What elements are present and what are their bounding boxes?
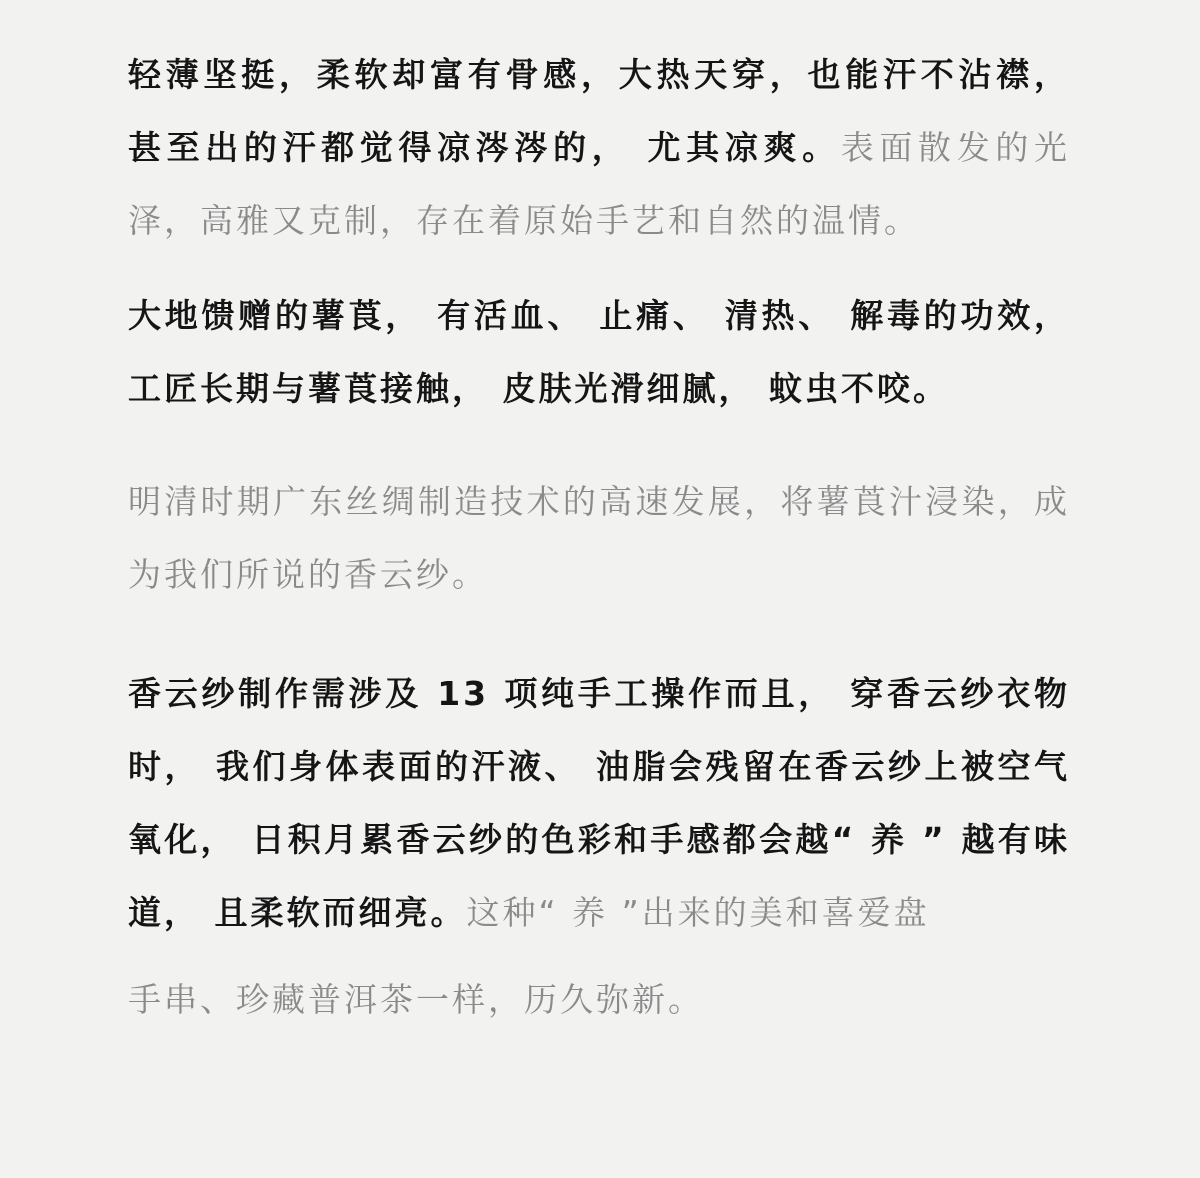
- paragraph-history-light: 明清时期广东丝绸制造技术的高速发展，将薯莨汁浸染，成为我们所说的香云纱。: [128, 482, 1070, 594]
- paragraph-texture-light: 表面散发的光泽，高雅又克制，存在着原始手艺和自然的温情。: [128, 128, 1070, 240]
- article-body: [128, 38, 1070, 1036]
- paragraph-history: [128, 465, 1070, 611]
- paragraph-texture: [128, 38, 1070, 257]
- paragraph-craft-bold: 香云纱制作需涉及 13 项纯手工操作而且， 穿香云纱衣物时， 我们身体表面的汗液、 油脂会残留在香云纱上被空气氧化， 日积月累香云纱的色彩和手感都会越“ 养 ” 越有味道， 且柔软而细亮。: [128, 674, 1070, 932]
- paragraph-shulang-bold: 大地馈赠的薯莨， 有活血、 止痛、 清热、 解毒的功效， 工匠长期与薯莨接触， 皮肤光滑细腻， 蚊虫不咬。: [128, 296, 1070, 408]
- paragraph-closing-light: 手串、珍藏普洱茶一样，历久弥新。: [128, 980, 704, 1019]
- paragraph-closing: [128, 963, 1070, 1036]
- paragraph-craft: [128, 657, 1070, 949]
- paragraph-shulang: [128, 279, 1070, 425]
- paragraph-texture-bold: 轻薄坚挺，柔软却富有骨感，大热天穿，也能汗不沾襟， 甚至出的汗都觉得凉涔涔的， 尤其凉爽。: [128, 55, 1070, 167]
- paragraph-craft-light: 这种“ 养 ”出来的美和喜爱盘: [466, 893, 930, 932]
